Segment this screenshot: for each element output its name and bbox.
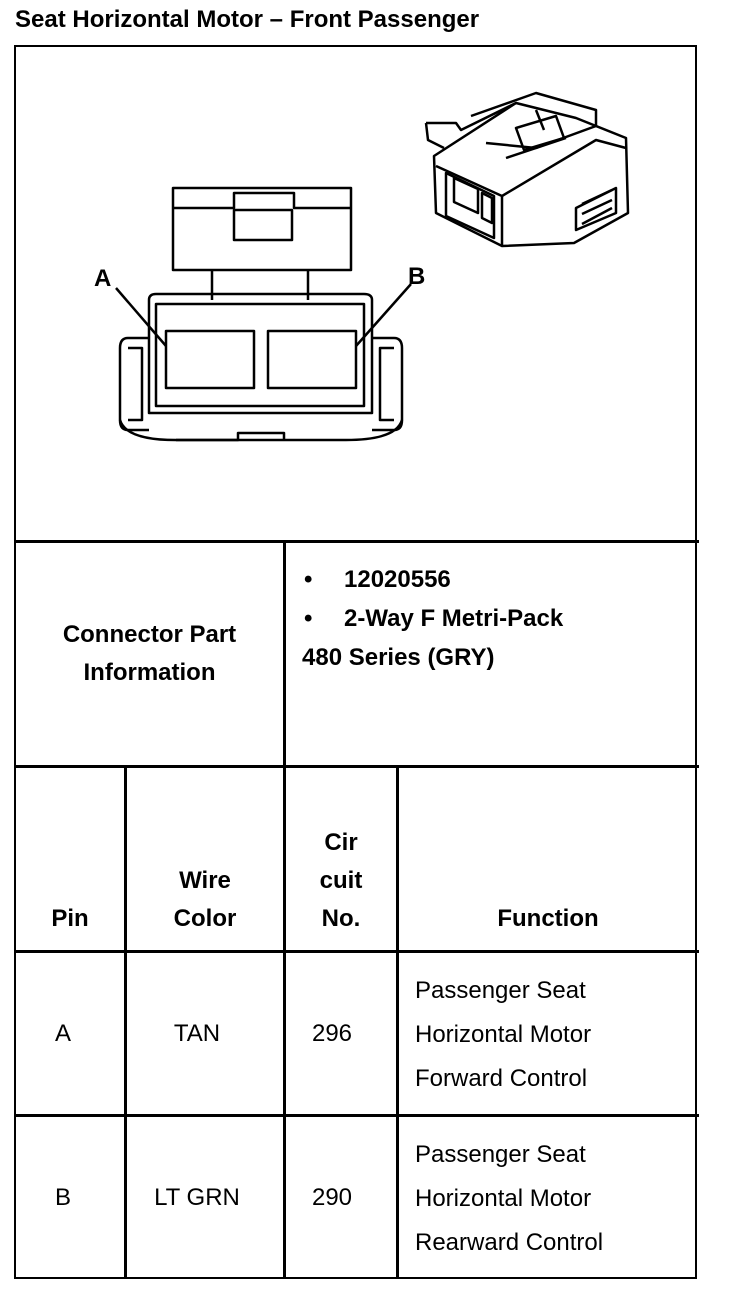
iso-connector xyxy=(426,93,628,246)
row-b-wire-color: LT GRN xyxy=(154,1184,240,1211)
divider-circuit-col xyxy=(396,765,399,1279)
bullet-marker: • xyxy=(304,566,313,593)
connector-info-label-line1: Connector Part xyxy=(62,621,237,648)
row-b-pin: B xyxy=(54,1184,71,1211)
cavity-b xyxy=(268,331,356,388)
latch-window xyxy=(234,210,292,240)
latch-notch xyxy=(173,193,351,208)
bullet-marker: • xyxy=(304,605,313,632)
row-a-circuit: 296 xyxy=(311,1019,353,1047)
pin-label-a: A xyxy=(94,265,112,292)
header-function: Function xyxy=(497,905,599,932)
connector-info-values xyxy=(302,560,563,677)
housing-inner xyxy=(156,304,364,406)
divider-connector-info xyxy=(14,765,699,768)
connector-info-label-line2: Information xyxy=(83,659,216,686)
row-a-function: Passenger Seat Horizontal Motor Forward Control xyxy=(415,977,592,1092)
right-ear-inner xyxy=(380,348,394,420)
left-ear-inner xyxy=(128,348,142,420)
row-a-pin: A xyxy=(54,1019,71,1047)
left-ear xyxy=(120,338,149,430)
right-ear xyxy=(372,338,402,430)
connector-description-line2: 480 Series (GRY) xyxy=(302,644,495,671)
page-title: Seat Horizontal Motor – Front Passenger xyxy=(15,6,480,33)
header-wire-color: Wire Color xyxy=(173,867,237,932)
latch-stem xyxy=(212,270,308,300)
header-pin: Pin xyxy=(51,905,89,932)
row-b-circuit: 290 xyxy=(311,1184,353,1211)
connector-description-line1: 2-Way F Metri-Pack xyxy=(344,605,564,632)
connector-info-label xyxy=(16,543,283,765)
base-curve xyxy=(120,420,402,440)
part-number: 12020556 xyxy=(344,566,451,593)
latch-top-body xyxy=(173,188,351,270)
connector-diagram xyxy=(16,48,696,540)
row-b-function: Passenger Seat Horizontal Motor Rearward Control xyxy=(415,1141,604,1256)
cavity-a xyxy=(166,331,254,388)
housing-outline xyxy=(149,294,372,413)
pin-label-b: B xyxy=(408,263,426,290)
header-circuit-no: Cir cuit No. xyxy=(319,829,363,932)
row-a-wire-color: TAN xyxy=(173,1019,221,1047)
